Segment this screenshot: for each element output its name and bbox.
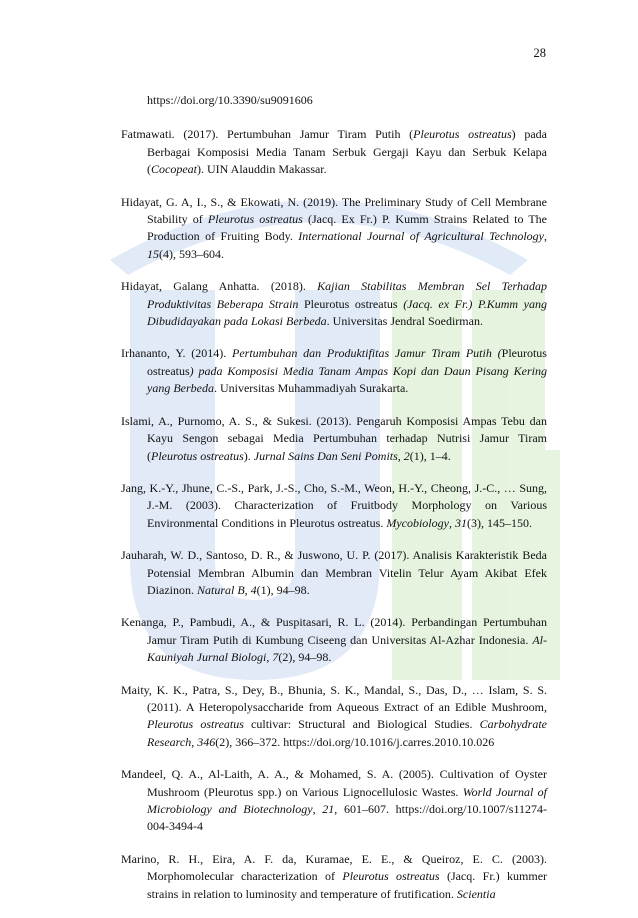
ref-text: Jang, K.-Y., Jhune, C.-S., Park, J.-S., Cho, S.-M., Weon, H.-Y., Cheong, J.-C., … Sung, J.-M. (2003). Characterization of Fruitbody Morphology on Various Environmental Conditions in Pleurotus ostreatus.	[121, 480, 547, 530]
ref-text: ,	[266, 650, 273, 665]
ref-text: Mandeel, Q. A., Al-Laith, A. A., & Mohamed, S. A. (2005). Cultivation of Oyster Mushroom (Pleurotus spp.) on Various Lignocellulosic Wastes.	[121, 767, 547, 799]
ref-text-italic: 2	[403, 448, 410, 463]
ref-text-italic: Pleurotus ostreatus	[413, 127, 512, 142]
ref-text-italic: 15	[147, 246, 159, 261]
ref-text: ,	[312, 802, 323, 816]
reference-entry	[121, 480, 547, 532]
ref-text: . Universitas Muhammadiyah Surakarta.	[213, 381, 409, 396]
ref-text-italic: ) pada Komposisi Media Tanam Ampas Kopi dan Daun Pisang Kering yang Berbeda	[147, 363, 547, 396]
ref-text: ,	[544, 229, 547, 244]
ref-text: (Jacq. Fr.) kummer strains in relation to luminosity and temperature of frutification.	[147, 869, 548, 901]
ref-text-italic: 4	[250, 582, 257, 597]
ref-text: (Jacq. Ex Fr.) P. Kumm Strains Related to The Production of Fruiting Body.	[147, 212, 548, 244]
reference-entry	[121, 766, 547, 836]
ref-text: Jauharah, W. D., Santoso, D. R., & Juswono, U. P. (2017). Analisis Karakteristik Beda Potensial Membran Albumin dan Membran Vitelin Telur Ayam Akibat Efek Diazinon.	[121, 548, 547, 597]
ref-text: . Universitas Jendral Soedirman.	[326, 314, 483, 329]
ref-text-italic: Pleurotus ostreatus	[207, 212, 303, 227]
ref-text-italic: 346	[197, 734, 216, 749]
ref-text: ).	[243, 448, 254, 463]
ref-text: ) pada Berbagai Komposisi Media Tanam Serbuk Gergaji Kayu dan Serbuk Kelapa (	[147, 127, 548, 177]
ref-text-italic: Pleurotus ostreatus	[342, 869, 440, 884]
ref-text: (2), 94–98.	[278, 650, 332, 665]
reference-entry	[121, 345, 547, 397]
ref-text-italic: 21	[322, 802, 335, 816]
ref-text-italic: Kajian Stabilitas Membran Sel Terhadap Produktivitas Beberapa Strain	[147, 279, 547, 311]
ref-text: Hidayat, G. A, I., S., & Ekowati, N. (2019). The Preliminary Study of Cell Membrane Stability of	[121, 194, 547, 227]
ref-text: ,	[191, 734, 198, 749]
ref-text: https://doi.org/10.3390/su9091606	[147, 93, 313, 107]
ref-text-italic: Scientia	[456, 886, 496, 901]
reference-entry	[121, 92, 547, 109]
ref-text: (1), 1–4.	[409, 448, 451, 463]
reference-entry	[121, 547, 547, 599]
reference-entry	[121, 614, 547, 666]
ref-text-italic: Natural B	[197, 582, 245, 597]
reference-entry	[121, 126, 547, 178]
ref-text-italic: Cocopeat	[151, 162, 197, 177]
ref-text: Pleurotus ostreatus	[147, 346, 547, 378]
ref-text: Marino, R. H., Eira, A. F. da, Kuramae, E. E., & Queiroz, E. C. (2003). Morphomolecular characterization of	[121, 851, 547, 884]
ref-text: Islami, A., Purnomo, A. S., & Sukesi. (2013). Pengaruh Komposisi Ampas Tebu dan Kayu Sengon sebagai Media Pertumbuhan terhadap Nutrisi Jamur Tiram (	[121, 413, 547, 463]
ref-text-italic: Pleurotus ostreatus	[151, 448, 244, 463]
ref-text: cultivar: Structural and Biological Studies.	[243, 717, 480, 732]
ref-text-italic: (Jacq. ex Fr.) P.Kumm yang Dibudidayakan pada Lokasi Berbeda	[147, 296, 547, 329]
ref-text-italic: International Journal of Agricultural Technology	[298, 229, 544, 244]
reference-entry	[121, 682, 547, 752]
ref-text-italic: Carbohydrate Research	[147, 717, 548, 749]
reference-list	[121, 92, 547, 918]
ref-text: (1), 94–98.	[256, 582, 310, 597]
reference-entry	[121, 278, 547, 330]
reference-entry	[121, 851, 547, 903]
ref-text: Maity, K. K., Patra, S., Dey, B., Bhunia, S. K., Mandal, S., Das, D., … Islam, S. S. (2011). A Heteropolysaccharide from Aqueous Extract of an Edible Mushroom,	[121, 682, 547, 714]
ref-text: Fatmawati. (2017). Pertumbuhan Jamur Tiram Putih (	[121, 127, 414, 142]
ref-text-italic: Mycobiology	[386, 515, 449, 530]
reference-entry	[121, 194, 547, 264]
ref-text-italic: World Journal of Microbiology and Biotechnology	[147, 784, 548, 816]
ref-text: , 601–607. https://doi.org/10.1007/s11274-004-3494-4	[147, 802, 548, 834]
ref-text: ). UIN Alauddin Makassar.	[197, 162, 327, 177]
ref-text: Hidayat, Galang Anhatta. (2018).	[121, 279, 318, 294]
ref-text-italic: 7	[272, 650, 279, 665]
ref-text-italic: Pertumbuhan dan Produktifitas Jamur Tiram Putih (	[232, 346, 502, 361]
ref-text: Irhananto, Y. (2014).	[121, 346, 233, 361]
reference-entry	[121, 413, 547, 465]
ref-text: ,	[397, 448, 404, 463]
ref-text: ,	[244, 582, 251, 597]
ref-text: ,	[448, 515, 455, 530]
ref-text: Kenanga, P., Pambudi, A., & Puspitasari, R. L. (2014). Perbandingan Pertumbuhan Jamur Tiram Putih di Kumbung Ciseeng dan Universitas Al-Azhar Indonesia.	[121, 615, 547, 647]
ref-text: (2), 366–372. https://doi.org/10.1016/j.carres.2010.10.026	[215, 734, 495, 749]
ref-text: (3), 145–150.	[466, 515, 532, 530]
page-number: 28	[533, 46, 546, 60]
ref-text-italic: 31	[454, 515, 467, 530]
ref-text: Pleurotus ostreatus	[304, 296, 404, 311]
ref-text-italic: Pleurotus ostreatus	[147, 717, 244, 732]
ref-text-italic: Al-Kauniyah Jurnal Biologi	[147, 632, 547, 665]
ref-text: (4), 593–604.	[159, 246, 224, 261]
ref-text-italic: Jurnal Sains Dan Seni Pomits	[253, 448, 398, 463]
